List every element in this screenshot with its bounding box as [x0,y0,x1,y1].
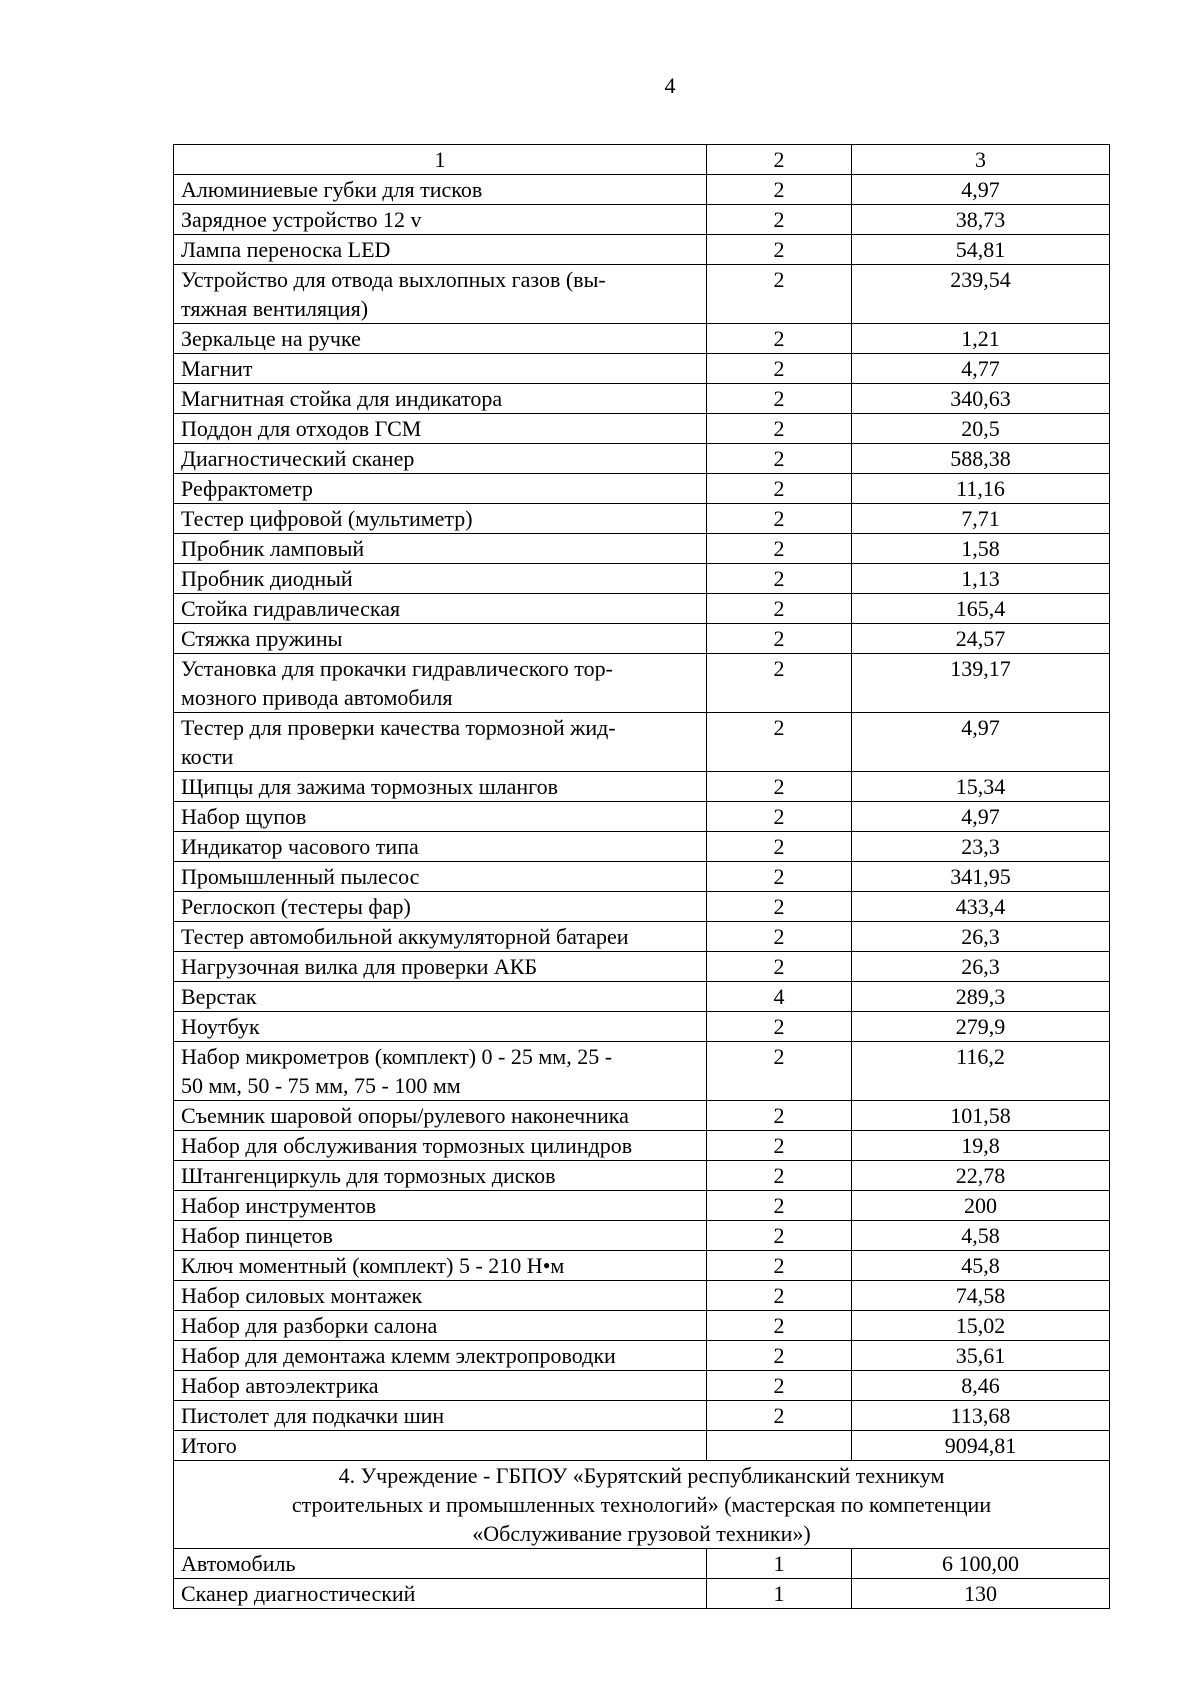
table-row [174,1251,1110,1281]
cost-cell: 588,38 [852,444,1110,474]
item-name-cell: Набор инструментов [174,1191,707,1221]
quantity-cell: 2 [707,474,852,504]
table-row [174,1221,1110,1251]
quantity-cell: 2 [707,862,852,892]
cost-cell: 4,97 [852,802,1110,832]
item-name-cell: Набор для демонтажа клемм электропроводки [174,1341,707,1371]
cost-cell: 19,8 [852,1131,1110,1161]
table-row [174,324,1110,354]
table-row [174,1311,1110,1341]
cost-cell: 26,3 [852,952,1110,982]
quantity-cell: 2 [707,1131,852,1161]
item-name-cell: Нагрузочная вилка для проверки АКБ [174,952,707,982]
item-name-cell: Установка для прокачки гидравлического тор- мозного привода автомобиля [174,654,707,713]
table-row [174,1191,1110,1221]
quantity-cell: 2 [707,444,852,474]
table-row [174,862,1110,892]
cost-cell: 74,58 [852,1281,1110,1311]
table-row [174,265,1110,324]
cost-cell: 101,58 [852,1101,1110,1131]
table-row [174,892,1110,922]
cost-cell: 35,61 [852,1341,1110,1371]
quantity-cell: 2 [707,534,852,564]
item-name-cell: Набор для обслуживания тормозных цилиндров [174,1131,707,1161]
cost-cell: 1,13 [852,564,1110,594]
table-row [174,1431,1110,1461]
quantity-cell: 2 [707,1161,852,1191]
cost-cell: 4,97 [852,713,1110,772]
table-row [174,1281,1110,1311]
cost-cell: 26,3 [852,922,1110,952]
equipment-table [173,144,1110,1609]
item-name-cell: Лампа переноска LED [174,235,707,265]
table-row [174,474,1110,504]
item-name-cell: Диагностический сканер [174,444,707,474]
quantity-cell: 2 [707,1251,852,1281]
table-row [174,504,1110,534]
item-name-cell: Зарядное устройство 12 v [174,205,707,235]
cost-cell: 24,57 [852,624,1110,654]
cost-cell: 1,21 [852,324,1110,354]
table-row [174,384,1110,414]
quantity-cell: 2 [707,802,852,832]
item-name-cell: Тестер для проверки качества тормозной жид- кости [174,713,707,772]
section-heading-row [174,1461,1110,1549]
quantity-cell: 2 [707,1221,852,1251]
cost-cell: 239,54 [852,265,1110,324]
cost-cell: 4,77 [852,354,1110,384]
item-name-cell: Набор автоэлектрика [174,1371,707,1401]
column-number-2: 2 [707,145,852,175]
quantity-cell: 2 [707,952,852,982]
item-name-cell: Ноутбук [174,1012,707,1042]
item-name-cell: Алюминиевые губки для тисков [174,175,707,205]
table-row [174,1131,1110,1161]
table-row [174,1042,1110,1101]
cost-cell: 116,2 [852,1042,1110,1101]
table-row [174,832,1110,862]
cost-cell: 341,95 [852,862,1110,892]
cost-cell: 7,71 [852,504,1110,534]
table-row [174,1549,1110,1579]
item-name-cell: Набор пинцетов [174,1221,707,1251]
cost-cell: 23,3 [852,832,1110,862]
quantity-cell: 2 [707,564,852,594]
item-name-cell: Тестер цифровой (мультиметр) [174,504,707,534]
table-row [174,594,1110,624]
table-row [174,1101,1110,1131]
item-name-cell: Зеркальце на ручке [174,324,707,354]
item-name-cell: Магнитная стойка для индикатора [174,384,707,414]
table-row [174,1012,1110,1042]
item-name-cell: Ключ моментный (комплект) 5 - 210 Н•м [174,1251,707,1281]
quantity-cell: 4 [707,982,852,1012]
table-row [174,1371,1110,1401]
quantity-cell: 2 [707,1281,852,1311]
item-name-cell: Стяжка пружины [174,624,707,654]
cost-cell: 200 [852,1191,1110,1221]
quantity-cell: 2 [707,1012,852,1042]
cost-cell: 433,4 [852,892,1110,922]
table-row [174,1579,1110,1609]
column-number-3: 3 [852,145,1110,175]
table-row [174,175,1110,205]
table-row [174,952,1110,982]
quantity-cell: 2 [707,832,852,862]
table-row [174,654,1110,713]
cost-cell: 279,9 [852,1012,1110,1042]
table-row [174,1401,1110,1431]
item-name-cell: Промышленный пылесос [174,862,707,892]
cost-cell: 6 100,00 [852,1549,1110,1579]
cost-cell: 130 [852,1579,1110,1609]
column-number-1: 1 [174,145,707,175]
table-row [174,1341,1110,1371]
cost-cell: 1,58 [852,534,1110,564]
cost-cell: 22,78 [852,1161,1110,1191]
quantity-cell: 2 [707,1311,852,1341]
quantity-cell: 2 [707,205,852,235]
quantity-cell: 2 [707,713,852,772]
cost-cell: 54,81 [852,235,1110,265]
cost-cell: 165,4 [852,594,1110,624]
quantity-cell: 2 [707,1401,852,1431]
cost-cell: 9094,81 [852,1431,1110,1461]
quantity-cell: 2 [707,324,852,354]
item-name-cell: Щипцы для зажима тормозных шлангов [174,772,707,802]
cost-cell: 20,5 [852,414,1110,444]
table-row [174,414,1110,444]
table-row [174,235,1110,265]
item-name-cell: Стойка гидравлическая [174,594,707,624]
item-name-cell: Пистолет для подкачки шин [174,1401,707,1431]
table-row [174,564,1110,594]
item-name-cell: Набор силовых монтажек [174,1281,707,1311]
item-name-cell: Пробник диодный [174,564,707,594]
cost-cell: 113,68 [852,1401,1110,1431]
cost-cell: 45,8 [852,1251,1110,1281]
item-name-cell: Магнит [174,354,707,384]
quantity-cell: 2 [707,1101,852,1131]
item-name-cell: Пробник ламповый [174,534,707,564]
quantity-cell: 2 [707,1341,852,1371]
quantity-cell: 2 [707,414,852,444]
table-row [174,444,1110,474]
table-row [174,922,1110,952]
table-row [174,1161,1110,1191]
quantity-cell: 2 [707,265,852,324]
table-row [174,802,1110,832]
quantity-cell: 1 [707,1549,852,1579]
item-name-cell: Съемник шаровой опоры/рулевого наконечника [174,1101,707,1131]
quantity-cell: 2 [707,892,852,922]
quantity-cell: 2 [707,504,852,534]
table-row [174,772,1110,802]
cost-cell: 8,46 [852,1371,1110,1401]
quantity-cell: 2 [707,624,852,654]
item-name-cell: Набор для разборки салона [174,1311,707,1341]
item-name-cell: Тестер автомобильной аккумуляторной батареи [174,922,707,952]
cost-cell: 340,63 [852,384,1110,414]
quantity-cell: 1 [707,1579,852,1609]
item-name-cell: Реглоскоп (тестеры фар) [174,892,707,922]
quantity-cell: 2 [707,175,852,205]
quantity-cell: 2 [707,1191,852,1221]
cost-cell: 139,17 [852,654,1110,713]
quantity-cell: 2 [707,654,852,713]
cost-cell: 11,16 [852,474,1110,504]
item-name-cell: Сканер диагностический [174,1579,707,1609]
quantity-cell: 2 [707,235,852,265]
item-name-cell: Набор микрометров (комплект) 0 - 25 мм, 25 - 50 мм, 50 - 75 мм, 75 - 100 мм [174,1042,707,1101]
quantity-cell [707,1431,852,1461]
table-row [174,982,1110,1012]
cost-cell: 4,97 [852,175,1110,205]
quantity-cell: 2 [707,354,852,384]
page-number: 4 [664,73,676,98]
column-number-row [174,145,1110,175]
item-name-cell: Набор щупов [174,802,707,832]
item-name-cell: Верстак [174,982,707,1012]
section-heading: 4. Учреждение - ГБПОУ «Бурятский республиканский техникум строительных и промышленных технологий» (мастерская по компетенции «Обслуживание грузовой техники») [174,1461,1110,1549]
quantity-cell: 2 [707,594,852,624]
quantity-cell: 2 [707,1371,852,1401]
quantity-cell: 2 [707,772,852,802]
item-name-cell: Индикатор часового типа [174,832,707,862]
item-name-cell: Итого [174,1431,707,1461]
table-row [174,713,1110,772]
item-name-cell: Устройство для отвода выхлопных газов (вы- тяжная вентиляция) [174,265,707,324]
cost-cell: 4,58 [852,1221,1110,1251]
item-name-cell: Автомобиль [174,1549,707,1579]
cost-cell: 15,02 [852,1311,1110,1341]
cost-cell: 38,73 [852,205,1110,235]
table-row [174,534,1110,564]
quantity-cell: 2 [707,384,852,414]
quantity-cell: 2 [707,1042,852,1101]
table-row [174,205,1110,235]
cost-cell: 15,34 [852,772,1110,802]
item-name-cell: Поддон для отходов ГСМ [174,414,707,444]
table-row [174,354,1110,384]
table-row [174,624,1110,654]
item-name-cell: Штангенциркуль для тормозных дисков [174,1161,707,1191]
cost-cell: 289,3 [852,982,1110,1012]
item-name-cell: Рефрактометр [174,474,707,504]
quantity-cell: 2 [707,922,852,952]
